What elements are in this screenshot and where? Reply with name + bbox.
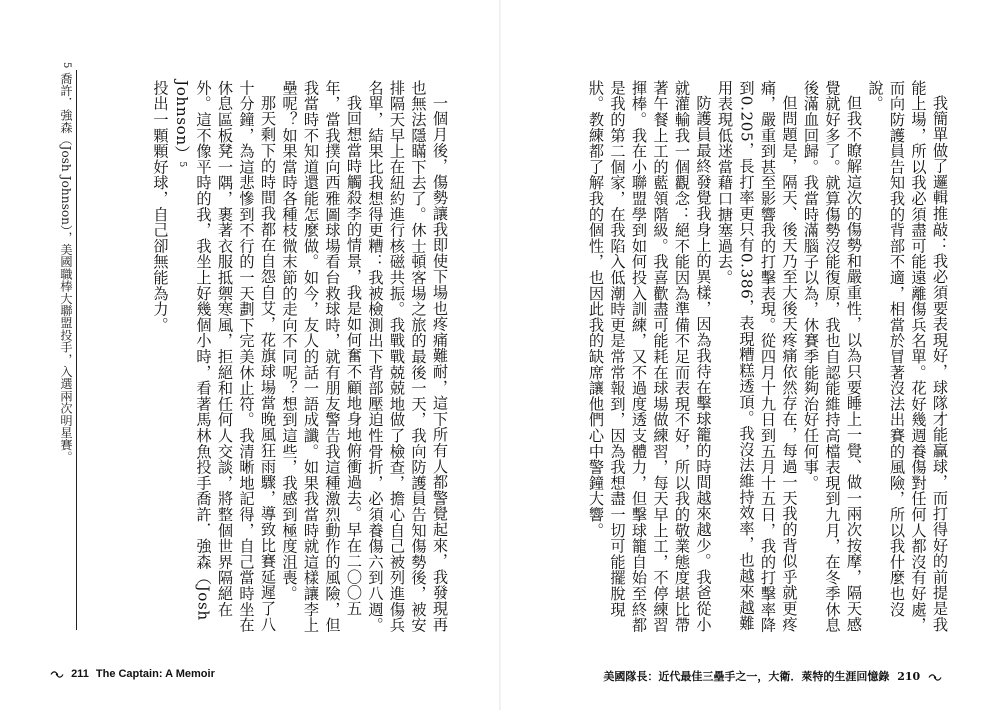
ornament-icon — [50, 670, 64, 679]
left-paragraph-2: 我回想當時觸殺李的情景，我是如何奮不顧地身地俯衝過去。早在二〇〇五年，當我撲向西雅圖球場看台救球時，就有朋友警告我這種激烈動作的風險，但我當時不知道還能怎麼做。如今，友人的話一語成讖。如果我當時就這樣讓李上壘呢？如果當時各種枝微末節的走向不同呢？想到這些，我感到極度沮喪。 — [280, 80, 363, 633]
right-paragraph-2: 但我不瞭解這次的傷勢和嚴重性，以為只要睡上一覺、做一兩次按摩，隔天感覺就好多了。就算傷勢沒能復原，我也自認能維持高檔表現到九月，在冬季休息後滿血回歸。我當時滿腦子以為，休賽季能夠治好任何事。 — [802, 80, 863, 633]
left-paragraph-1: 一個月後，傷勢讓我即使下場也疼痛難耐，這下所有人都警覺起來，我發現再也無法隱瞞下去了。休士頓客場之旅的最後一天，我向防護員告知傷勢後，被安排隔天早上在紐約進行核磁共振。我戰戰兢兢地做了檢查，擔心自己被列進傷兵名單，結果比我想得更糟：我被檢測出下背部壓迫性骨折，必須養傷六到八週。 — [366, 80, 449, 633]
left-page-footer — [50, 668, 215, 680]
footnote-number: 5 — [61, 62, 72, 69]
right-paragraph-1: 我簡單做了邏輯推敲：我必須要表現好，球隊才能贏球，而打得好的前提是我能上場，所以我必須盡可能遠離傷兵名單。花好幾週養傷對任何人都沒有好處，而向防護員告知我的背部不適，相當於冒著沒法出賽的風險，所以我什麼也沒說。 — [866, 80, 949, 633]
right-paragraph-3: 但問題是，隔天、後天乃至大後天疼痛依然存在，每過一天我的背似乎就更疼痛，嚴重到甚至影響我的打擊表現。從四月十九日到五月十五日，我的打擊率降到0.205，長打率更只有0.386，表現糟糕透頂。我沒法維持效率，也越來越難用表現低迷當藉口搪塞過去。 — [716, 80, 799, 633]
footnote-rule — [76, 70, 77, 630]
right-running-title: 美國隊長：近代最佳三壘手之一，大衛．萊特的生涯回憶錄 — [603, 670, 890, 683]
left-page-body — [125, 80, 450, 640]
left-paragraph-4: 投出一顆顆好球，自己卻無能為力。 — [151, 80, 170, 333]
left-page-number: 211 — [71, 668, 89, 680]
left-paragraph-3-text: 那天剩下的時間我都在自怨自艾，花旗球場當晚風狂雨驟，導致比賽延遲了八十分鐘，為這悲慘到不行的一天劃下完美休止符。我清晰地記得，自己當時坐在休息區板凳一隅，裹著衣服抵禦寒風，拒絕和任何人交談，將整個世界隔絕在外。這不像平時的我，我坐上好幾個小時，看著馬林魚投手喬許．強森（Josh Johnson） — [173, 80, 277, 633]
ornament-icon — [928, 673, 942, 682]
footnote — [50, 62, 74, 582]
page-gutter — [499, 0, 501, 710]
left-paragraph-3 — [171, 80, 279, 640]
right-paragraph-4: 防護員最終發覺我身上的異樣，因為我待在擊球籠的時間越來越少。我爸從小就灌輸我一個觀念：絕不能因為準備不足而表現不好，所以我的敬業態度堪比帶著午餐上工的藍領階級。我喜歡盡可能耗在球場做練習，每天早上工，不停練習揮棒。我在小聯盟學到如何投入訓練，又不過度透支體力，但擊球籠自始至終都是我的第二個家，在我陷入低潮時更是常常報到，因為我想盡一切可能擺脫現狀。教練都了解我的個性，也因此我的缺席讓他們心中警鐘大響。 — [587, 80, 713, 633]
left-running-title: The Captain: A Memoir — [95, 668, 215, 680]
footnote-text: 喬許．強森（Josh Johnson），美國職棒大聯盟投手，入選兩次明星賽。 — [59, 72, 73, 463]
right-page-body — [565, 80, 950, 640]
right-page-footer — [603, 668, 942, 684]
footnote-reference: 5 — [177, 161, 187, 168]
right-page-number: 210 — [897, 670, 921, 683]
